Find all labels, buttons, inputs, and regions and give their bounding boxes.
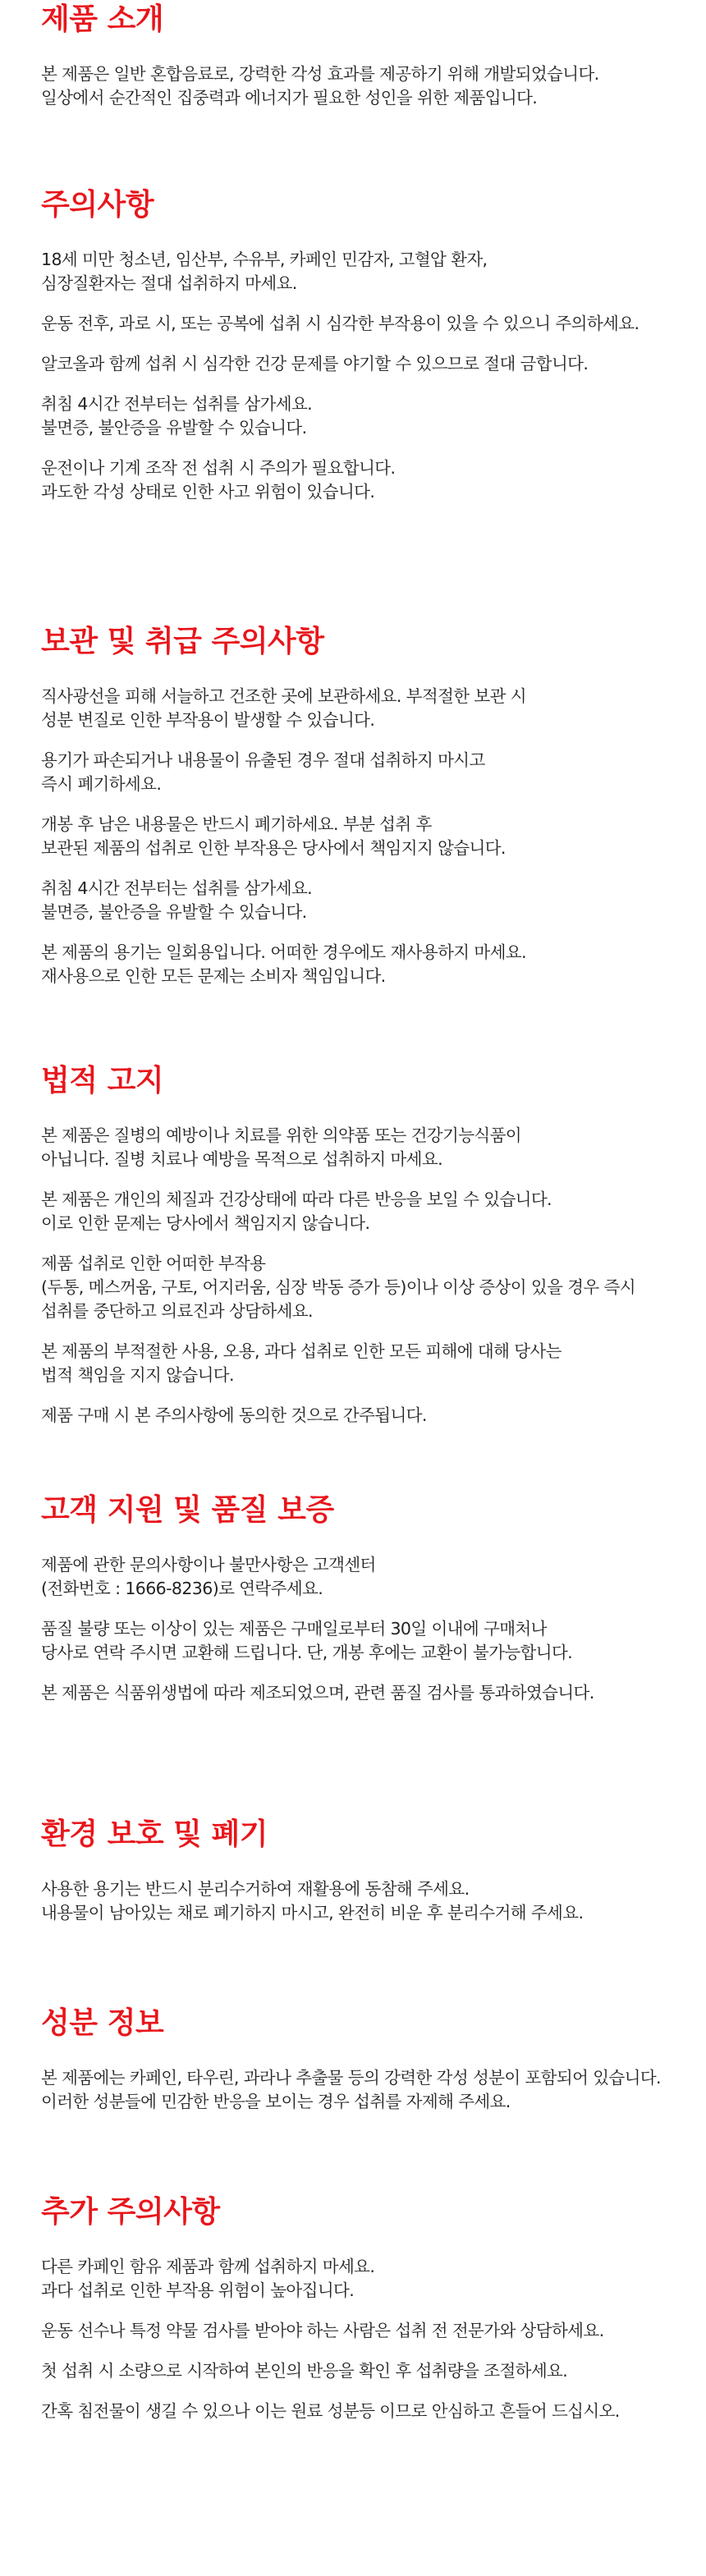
section-paragraph: 제품에 관한 문의사항이나 불만사항은 고객센터 (전화번호 : 1666-8236)로 연락주세요. <box>41 1555 376 1598</box>
section-paragraph: 본 제품은 개인의 체질과 건강상태에 따라 다른 반응을 보일 수 있습니다. 이로 인한 문제는 당사에서 책임지지 않습니다. <box>41 1189 552 1233</box>
section-paragraph: 본 제품은 일반 혼합음료로, 강력한 각성 효과를 제공하기 위해 개발되었습니다. 일상에서 순간적인 집중력과 에너지가 필요한 성인을 위한 제품입니다. <box>41 64 599 108</box>
section-paragraph: 알코올과 함께 섭취 시 심각한 건강 문제를 야기할 수 있으므로 절대 금합니다. <box>41 354 589 374</box>
section-title: 법적 고지 <box>41 1064 164 1098</box>
section-paragraph: 본 제품에는 카페인, 타우린, 과라나 추출물 등의 강력한 각성 성분이 포함되어 있습니다. 이러한 성분들에 민감한 반응을 보이는 경우 섭취를 자제해 주세요. <box>41 2068 661 2111</box>
section-paragraph: 본 제품의 부적절한 사용, 오용, 과다 섭취로 인한 모든 피해에 대해 당사는 법적 책임을 지지 않습니다. <box>41 1341 562 1385</box>
section-precautions <box>41 187 667 504</box>
section-paragraph: 용기가 파손되거나 내용물이 유출된 경우 절대 섭취하지 마시고 즉시 폐기하세요. <box>41 750 485 794</box>
section-title: 주의사항 <box>41 188 154 222</box>
section-paragraph: 다른 카페인 함유 제품과 함께 섭취하지 마세요. 과다 섭취로 인한 부작용 위험이 높아집니다. <box>41 2257 375 2300</box>
section-paragraph: 사용한 용기는 반드시 분리수거하여 재활용에 동참해 주세요. 내용물이 남아있는 채로 폐기하지 마시고, 완전히 비운 후 분리수거해 주세요. <box>41 1879 584 1923</box>
section-paragraph: 취침 4시간 전부터는 섭취를 삼가세요. 불면증, 불안증을 유발할 수 있습니다. <box>41 878 313 922</box>
section-title: 환경 보호 및 폐기 <box>41 1817 268 1851</box>
section-title: 제품 소개 <box>41 2 164 36</box>
section-paragraph: 개봉 후 남은 내용물은 반드시 폐기하세요. 부분 섭취 후 보관된 제품의 섭취로 인한 부작용은 당사에서 책임지지 않습니다. <box>41 814 506 858</box>
section-paragraph: 취침 4시간 전부터는 섭취를 삼가세요. 불면증, 불안증을 유발할 수 있습니다. <box>41 394 313 438</box>
section-paragraph: 운동 선수나 특정 약물 검사를 받아야 하는 사람은 섭취 전 전문가와 상담하세요. <box>41 2321 604 2340</box>
section-product-intro <box>41 2 667 110</box>
section-paragraph: 첫 섭취 시 소량으로 시작하여 본인의 반응을 확인 후 섭취량을 조절하세요. <box>41 2361 568 2381</box>
section-paragraph: 본 제품은 질병의 예방이나 치료를 위한 의약품 또는 건강기능식품이 아닙니다. 질병 치료나 예방을 목적으로 섭취하지 마세요. <box>41 1125 522 1169</box>
section-paragraph: 간혹 침전물이 생길 수 있으나 이는 원료 성분등 이므로 안심하고 흔들어 드십시오. <box>41 2401 620 2421</box>
section-storage-handling <box>41 624 667 988</box>
section-paragraph: 18세 미만 청소년, 임산부, 수유부, 카페인 민감자, 고혈압 환자, 심장질환자는 절대 섭취하지 마세요. <box>41 250 488 293</box>
section-title: 추가 주의사항 <box>41 2195 220 2229</box>
section-title: 성분 정보 <box>41 2006 164 2040</box>
section-legal-notice <box>41 1063 667 1428</box>
section-paragraph: 제품 구매 시 본 주의사항에 동의한 것으로 간주됩니다. <box>41 1405 427 1425</box>
section-title: 고객 지원 및 품질 보증 <box>41 1493 334 1527</box>
section-customer-support <box>41 1492 667 1705</box>
section-additional-precautions <box>41 2194 667 2423</box>
section-paragraph: 품질 불량 또는 이상이 있는 제품은 구매일로부터 30일 이내에 구매처나 당사로 연락 주시면 교환해 드립니다. 단, 개봉 후에는 교환이 불가능합니다. <box>41 1619 573 1662</box>
section-paragraph: 운동 전후, 과로 시, 또는 공복에 섭취 시 심각한 부작용이 있을 수 있으니 주의하세요. <box>41 314 640 333</box>
section-title: 보관 및 취급 주의사항 <box>41 625 324 658</box>
section-paragraph: 본 제품의 용기는 일회용입니다. 어떠한 경우에도 재사용하지 마세요. 재사용으로 인한 모든 문제는 소비자 책임입니다. <box>41 942 526 986</box>
section-environment-disposal <box>41 1817 667 1925</box>
section-ingredients <box>41 2005 667 2114</box>
section-paragraph: 운전이나 기계 조작 전 섭취 시 주의가 필요합니다. 과도한 각성 상태로 인한 사고 위험이 있습니다. <box>41 458 396 502</box>
section-paragraph: 직사광선을 피해 서늘하고 건조한 곳에 보관하세요. 부적절한 보관 시 성분 변질로 인한 부작용이 발생할 수 있습니다. <box>41 686 526 730</box>
section-paragraph: 제품 섭취로 인한 어떠한 부작용 (두통, 메스꺼움, 구토, 어지러움, 심장 박동 증가 등)이나 이상 증상이 있을 경우 즉시 섭취를 중단하고 의료진과 상담하세요. <box>41 1254 635 1321</box>
section-paragraph: 본 제품은 식품위생법에 따라 제조되었으며, 관련 품질 검사를 통과하였습니다. <box>41 1683 594 1703</box>
